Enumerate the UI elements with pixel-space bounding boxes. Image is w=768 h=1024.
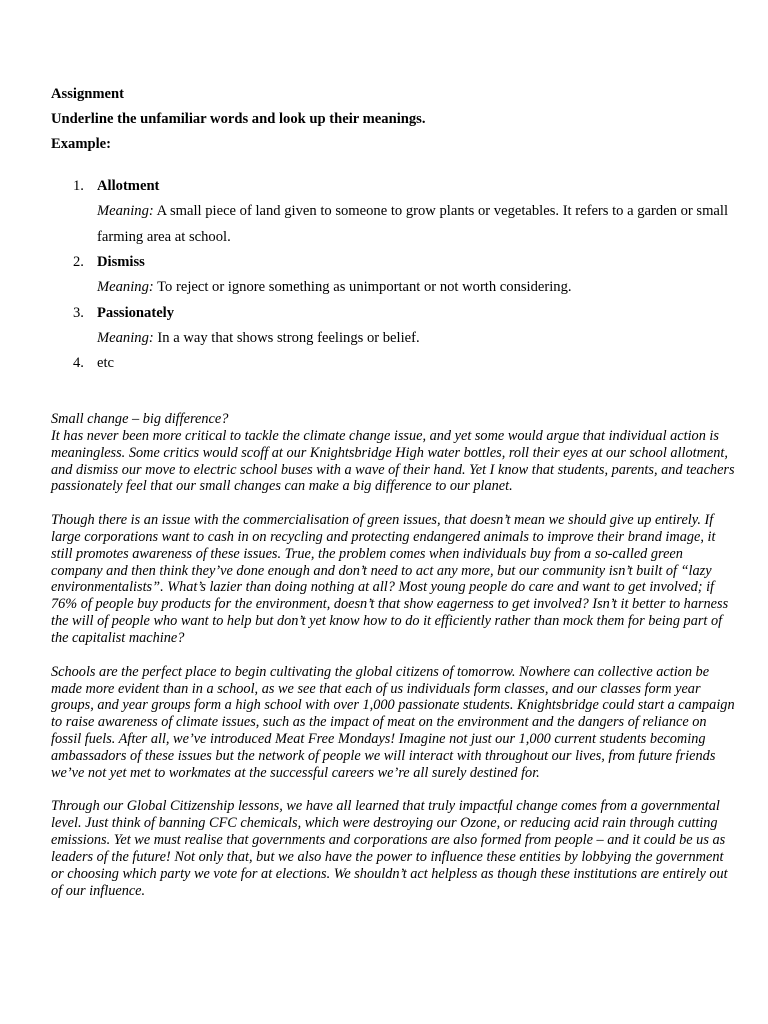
assignment-section [51,82,736,376]
meaning-text: A small piece of land given to someone to grow plants or vegetables. It refers to a garden or small farming area at school. [97,203,729,245]
meaning-label: Meaning: [97,329,154,346]
vocabulary-item [51,351,736,376]
vocabulary-number: 4. [73,355,84,371]
vocabulary-word: Allotment [97,178,160,194]
vocabulary-etc: etc [97,355,115,371]
vocabulary-number: 3. [73,304,84,321]
essay-paragraph: It has never been more critical to tackle the climate change issue, and yet some would argue that individual action is meaningless. Some critics would scoff at our Knightsbridge High water bottles, roll their eyes at our school allotment, and dismiss our move to electric school buses with a wave of their hand. Yet I know that students, parents, and teachers passionately feel that our small changes can make a big difference to our planet. [51,427,735,495]
essay-title: Small change – big difference? [51,411,229,427]
vocabulary-item [51,174,736,250]
example-label: Example: [51,136,111,152]
vocabulary-number: 1. [73,178,84,194]
meaning-label: Meaning: [97,279,154,295]
vocabulary-item [51,250,736,301]
meaning-label: Meaning: [97,203,154,219]
essay-paragraph: Schools are the perfect place to begin cultivating the global citizens of tomorrow. Nowhere can collective action be made more evident than in a school, as we see that each of us individuals form classes, and our classes form year groups, and year groups form a high school with over 1,000 passionate students. Knightsbridge could start a campaign to raise awareness of climate issues, such as the impact of meat on the environment and the dangers of reliance on fossil fuels. After all, we’ve introduced Meat Free Mondays! Imagine not just our 1,000 current students becoming ambassadors of these issues but the network of people we will interact with throughout our lives, from future friends we’ve not yet met to workmates at the successful careers we’re all surely destined for. [51,663,735,781]
vocabulary-meaning [97,326,736,352]
vocabulary-word: Dismiss [97,254,145,270]
assignment-heading: Assignment [51,86,124,102]
vocabulary-number: 2. [73,254,84,270]
essay-paragraph: Though there is an issue with the commercialisation of green issues, that doesn’t mean we should give up entirely. If large corporations want to cash in on recycling and protecting endangered animals to improve their brand image, it still promotes awareness of these issues. True, the problem comes when individuals buy from a so-called green company and then think they’ve done enough and don’t need to act any more, but our community isn’t built of “lazy environmentalists”. What’s lazier than doing nothing at all? Most young people do care and want to get involved; if 76% of people buy products for the environment, doesn’t that show eagerness to get involved? Isn’t it better to harness the will of people who want to help but don’t yet know how to do it efficiently rather than mock them for being part of the capitalist machine? [51,512,729,646]
essay-paragraph: Through our Global Citizenship lessons, we have all learned that truly impactful change comes from a governmental level. Just think of banning CFC chemicals, which were destroying our Ozone, or reducing acid rain through cutting emissions. Yet we must realise that governments and corporations are also formed from people – and it could be us as leaders of the future! Not only that, but we also have the power to influence these entities by lobbying the government or choosing which party we vote for at elections. We shouldn’t act helpless as though these institutions are entirely out of our influence. [51,798,728,899]
vocabulary-list [51,174,736,376]
assignment-instruction: Underline the unfamiliar words and look up their meanings. [51,111,426,127]
vocabulary-item [51,301,736,352]
vocabulary-word: Passionately [97,304,175,321]
vocabulary-meaning [97,199,736,250]
meaning-text: In a way that shows strong feelings or belief. [157,329,420,346]
vocabulary-meaning [97,275,736,301]
essay [51,411,736,916]
meaning-text: To reject or ignore something as unimportant or not worth considering. [157,279,572,295]
